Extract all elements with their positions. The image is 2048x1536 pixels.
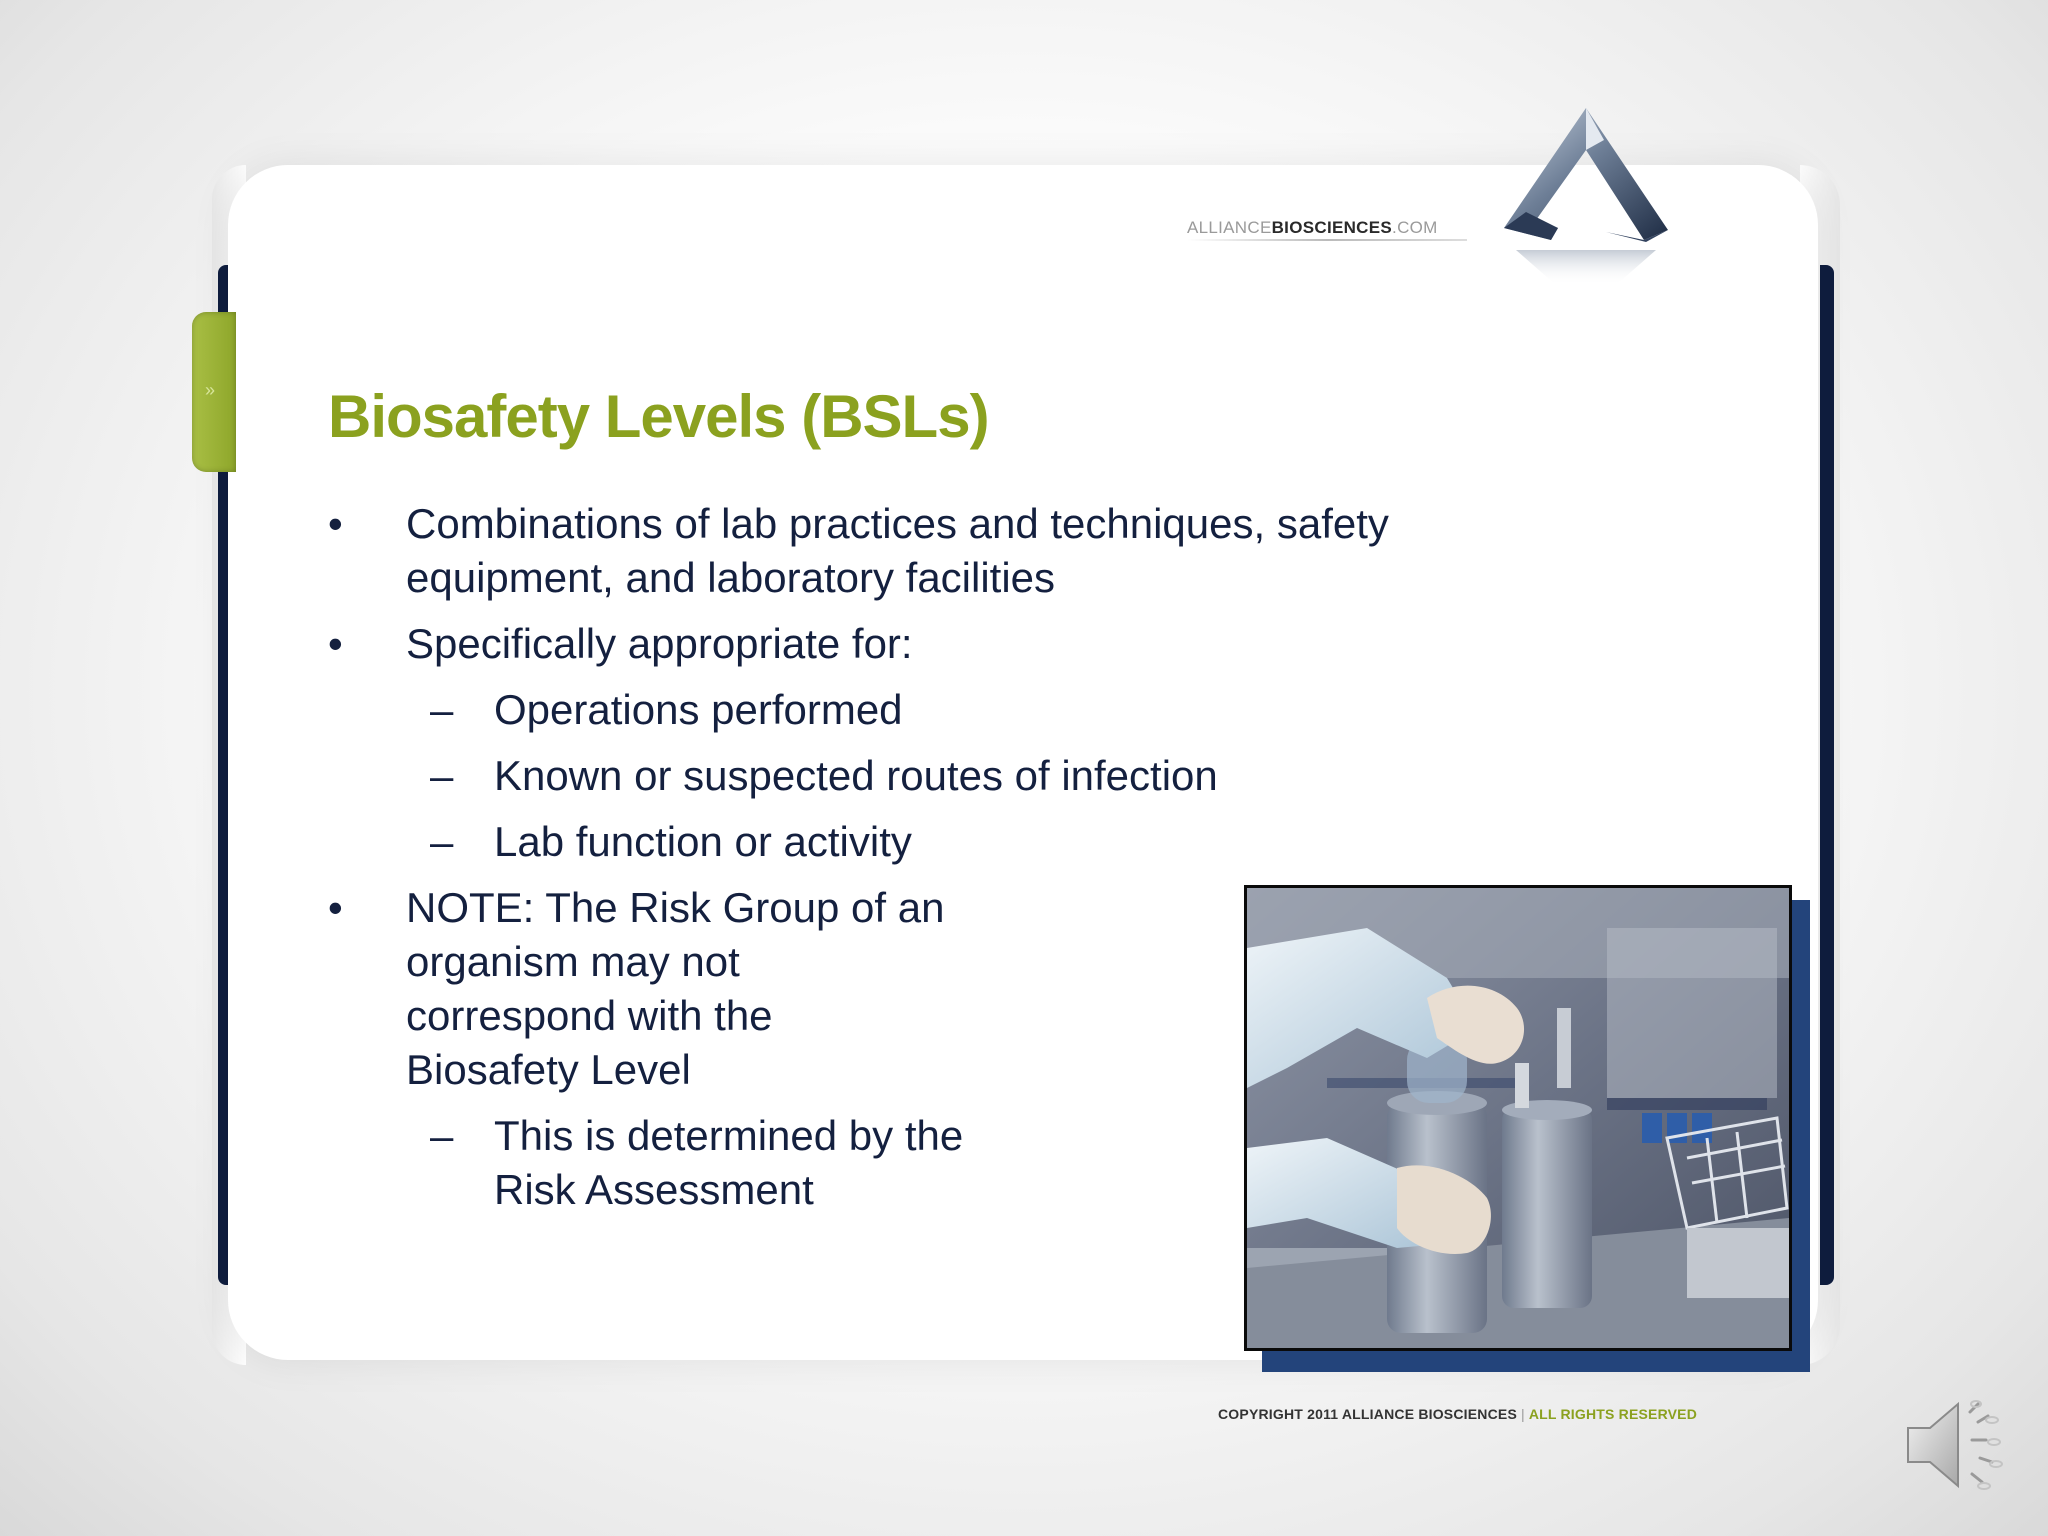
- sub-bullet-marker: –: [430, 1112, 454, 1159]
- sub-bullet-item: [318, 683, 1518, 737]
- bullet-item: [318, 497, 1518, 605]
- logo-underline: [1187, 239, 1467, 241]
- speaker-icon[interactable]: [1900, 1390, 2010, 1500]
- footer-separator: |: [1520, 1406, 1525, 1422]
- alliance-logo-icon: [1496, 100, 1676, 290]
- lab-photo-illustration: [1247, 888, 1789, 1348]
- bullet-item: [318, 881, 946, 1097]
- bullet-text: NOTE: The Risk Group of an organism may not correspond with the Biosafety Level: [406, 884, 945, 1093]
- bullet-item: [318, 617, 1518, 671]
- bullet-marker: •: [328, 500, 343, 547]
- sub-bullet-text: This is determined by the Risk Assessment: [494, 1112, 964, 1213]
- bullet-marker: •: [328, 884, 343, 931]
- slide-right-bar: [1820, 265, 1834, 1285]
- sub-bullet-item: [318, 1109, 1054, 1217]
- logo-wordmark: [1187, 218, 1438, 238]
- side-tab-arrow-icon: »: [205, 380, 213, 400]
- logo-suffix: .COM: [1392, 218, 1438, 237]
- sub-bullet-text: Known or suspected routes of infection: [494, 752, 1218, 799]
- sub-bullet-marker: –: [430, 818, 454, 865]
- sub-bullet-text: Lab function or activity: [494, 818, 912, 865]
- side-tab: [192, 312, 236, 472]
- sub-bullet-marker: –: [430, 752, 454, 799]
- bullet-text: Combinations of lab practices and techniques, safety equipment, and laboratory facilities: [406, 500, 1389, 601]
- slide-title: Biosafety Levels (BSLs): [328, 383, 989, 450]
- bullet-text: Specifically appropriate for:: [406, 620, 913, 667]
- sub-bullet-text: Operations performed: [494, 686, 903, 733]
- logo-prefix: ALLIANCE: [1187, 218, 1272, 237]
- bullet-marker: •: [328, 620, 343, 667]
- logo-bold: BIOSCIENCES: [1271, 218, 1393, 237]
- sub-bullet-item: [318, 815, 1518, 869]
- lab-photo: [1244, 885, 1792, 1351]
- rights-text: ALL RIGHTS RESERVED: [1528, 1406, 1698, 1422]
- copyright-footer: [1218, 1406, 1697, 1422]
- sub-bullet-marker: –: [430, 686, 454, 733]
- sub-bullet-item: [318, 749, 1518, 803]
- copyright-text: COPYRIGHT 2011 ALLIANCE BIOSCIENCES: [1218, 1406, 1517, 1422]
